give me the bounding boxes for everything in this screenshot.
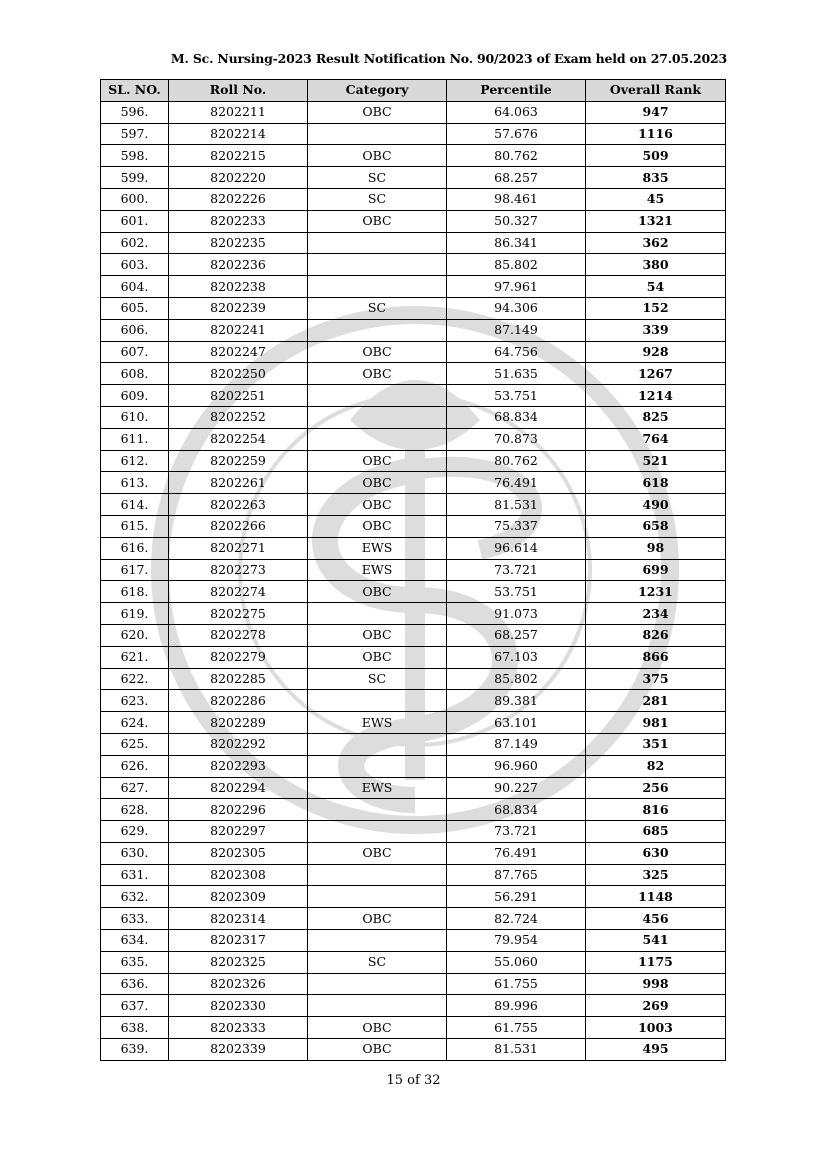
overall-rank-cell: 630 <box>586 842 726 864</box>
category-cell <box>308 603 447 625</box>
percentile-cell: 97.961 <box>447 276 586 298</box>
roll-no-cell: 8202236 <box>169 254 308 276</box>
table-row <box>101 624 726 646</box>
category-cell: OBC <box>308 581 447 603</box>
roll-no-cell: 8202266 <box>169 515 308 537</box>
column-header-roll-no: Roll No. <box>169 80 308 102</box>
percentile-cell: 76.491 <box>447 472 586 494</box>
sl-no-cell: 622. <box>101 668 169 690</box>
roll-no-cell: 8202251 <box>169 385 308 407</box>
category-cell: OBC <box>308 624 447 646</box>
category-cell <box>308 385 447 407</box>
sl-no-cell: 616. <box>101 537 169 559</box>
sl-no-cell: 621. <box>101 646 169 668</box>
document-header-title: M. Sc. Nursing-2023 Result Notification No. 90/2023 of Exam held on 27.05.2023 <box>170 51 727 66</box>
sl-no-cell: 627. <box>101 777 169 799</box>
table-row <box>101 842 726 864</box>
percentile-cell: 82.724 <box>447 908 586 930</box>
percentile-cell: 91.073 <box>447 603 586 625</box>
overall-rank-cell: 947 <box>586 101 726 123</box>
overall-rank-cell: 362 <box>586 232 726 254</box>
category-cell: SC <box>308 668 447 690</box>
percentile-cell: 85.802 <box>447 254 586 276</box>
sl-no-cell: 604. <box>101 276 169 298</box>
overall-rank-cell: 495 <box>586 1039 726 1061</box>
percentile-cell: 61.755 <box>447 973 586 995</box>
percentile-cell: 96.614 <box>447 537 586 559</box>
table-row <box>101 603 726 625</box>
roll-no-cell: 8202305 <box>169 842 308 864</box>
sl-no-cell: 614. <box>101 494 169 516</box>
table-row <box>101 777 726 799</box>
sl-no-cell: 638. <box>101 1017 169 1039</box>
percentile-cell: 51.635 <box>447 363 586 385</box>
category-cell: EWS <box>308 537 447 559</box>
table-row <box>101 908 726 930</box>
table-row <box>101 690 726 712</box>
percentile-cell: 57.676 <box>447 123 586 145</box>
category-cell <box>308 733 447 755</box>
table-row <box>101 1017 726 1039</box>
sl-no-cell: 629. <box>101 821 169 843</box>
percentile-cell: 70.873 <box>447 428 586 450</box>
overall-rank-cell: 764 <box>586 428 726 450</box>
table-row <box>101 123 726 145</box>
roll-no-cell: 8202238 <box>169 276 308 298</box>
overall-rank-cell: 1148 <box>586 886 726 908</box>
table-row <box>101 167 726 189</box>
table-row <box>101 101 726 123</box>
roll-no-cell: 8202271 <box>169 537 308 559</box>
sl-no-cell: 619. <box>101 603 169 625</box>
roll-no-cell: 8202278 <box>169 624 308 646</box>
table-row <box>101 472 726 494</box>
overall-rank-cell: 835 <box>586 167 726 189</box>
percentile-cell: 80.762 <box>447 450 586 472</box>
roll-no-cell: 8202274 <box>169 581 308 603</box>
category-cell <box>308 995 447 1017</box>
table-row <box>101 276 726 298</box>
sl-no-cell: 597. <box>101 123 169 145</box>
roll-no-cell: 8202326 <box>169 973 308 995</box>
column-header-category: Category <box>308 80 447 102</box>
sl-no-cell: 598. <box>101 145 169 167</box>
table-row <box>101 581 726 603</box>
category-cell: OBC <box>308 101 447 123</box>
category-cell: OBC <box>308 341 447 363</box>
category-cell: OBC <box>308 210 447 232</box>
roll-no-cell: 8202263 <box>169 494 308 516</box>
table-row <box>101 515 726 537</box>
roll-no-cell: 8202309 <box>169 886 308 908</box>
percentile-cell: 86.341 <box>447 232 586 254</box>
overall-rank-cell: 521 <box>586 450 726 472</box>
overall-rank-cell: 325 <box>586 864 726 886</box>
overall-rank-cell: 1003 <box>586 1017 726 1039</box>
roll-no-cell: 8202233 <box>169 210 308 232</box>
overall-rank-cell: 816 <box>586 799 726 821</box>
overall-rank-cell: 618 <box>586 472 726 494</box>
percentile-cell: 67.103 <box>447 646 586 668</box>
page-number: 15 of 32 <box>386 1073 441 1088</box>
table-row <box>101 930 726 952</box>
category-cell <box>308 821 447 843</box>
roll-no-cell: 8202333 <box>169 1017 308 1039</box>
percentile-cell: 53.751 <box>447 385 586 407</box>
category-cell <box>308 973 447 995</box>
category-cell: SC <box>308 951 447 973</box>
percentile-cell: 53.751 <box>447 581 586 603</box>
overall-rank-cell: 490 <box>586 494 726 516</box>
roll-no-cell: 8202261 <box>169 472 308 494</box>
overall-rank-cell: 54 <box>586 276 726 298</box>
percentile-cell: 73.721 <box>447 559 586 581</box>
overall-rank-cell: 82 <box>586 755 726 777</box>
sl-no-cell: 611. <box>101 428 169 450</box>
sl-no-cell: 639. <box>101 1039 169 1061</box>
overall-rank-cell: 375 <box>586 668 726 690</box>
table-row <box>101 755 726 777</box>
roll-no-cell: 8202214 <box>169 123 308 145</box>
table-row <box>101 799 726 821</box>
percentile-cell: 89.381 <box>447 690 586 712</box>
sl-no-cell: 613. <box>101 472 169 494</box>
sl-no-cell: 630. <box>101 842 169 864</box>
overall-rank-cell: 256 <box>586 777 726 799</box>
roll-no-cell: 8202339 <box>169 1039 308 1061</box>
percentile-cell: 68.257 <box>447 167 586 189</box>
percentile-cell: 85.802 <box>447 668 586 690</box>
roll-no-cell: 8202259 <box>169 450 308 472</box>
category-cell: EWS <box>308 559 447 581</box>
category-cell: OBC <box>308 472 447 494</box>
roll-no-cell: 8202292 <box>169 733 308 755</box>
table-header-row <box>101 80 726 102</box>
table-row <box>101 559 726 581</box>
percentile-cell: 63.101 <box>447 712 586 734</box>
sl-no-cell: 618. <box>101 581 169 603</box>
table-row <box>101 973 726 995</box>
percentile-cell: 87.765 <box>447 864 586 886</box>
sl-no-cell: 606. <box>101 319 169 341</box>
roll-no-cell: 8202220 <box>169 167 308 189</box>
category-cell <box>308 755 447 777</box>
percentile-cell: 68.834 <box>447 406 586 428</box>
overall-rank-cell: 1231 <box>586 581 726 603</box>
category-cell <box>308 428 447 450</box>
table-row <box>101 188 726 210</box>
category-cell: OBC <box>308 515 447 537</box>
table-row <box>101 385 726 407</box>
table-row <box>101 210 726 232</box>
sl-no-cell: 631. <box>101 864 169 886</box>
sl-no-cell: 608. <box>101 363 169 385</box>
sl-no-cell: 636. <box>101 973 169 995</box>
percentile-cell: 87.149 <box>447 733 586 755</box>
roll-no-cell: 8202239 <box>169 297 308 319</box>
roll-no-cell: 8202247 <box>169 341 308 363</box>
sl-no-cell: 596. <box>101 101 169 123</box>
category-cell: OBC <box>308 450 447 472</box>
percentile-cell: 96.960 <box>447 755 586 777</box>
table-row <box>101 886 726 908</box>
roll-no-cell: 8202308 <box>169 864 308 886</box>
sl-no-cell: 633. <box>101 908 169 930</box>
sl-no-cell: 637. <box>101 995 169 1017</box>
overall-rank-cell: 541 <box>586 930 726 952</box>
overall-rank-cell: 1321 <box>586 210 726 232</box>
percentile-cell: 73.721 <box>447 821 586 843</box>
percentile-cell: 64.756 <box>447 341 586 363</box>
category-cell <box>308 864 447 886</box>
roll-no-cell: 8202285 <box>169 668 308 690</box>
overall-rank-cell: 98 <box>586 537 726 559</box>
roll-no-cell: 8202211 <box>169 101 308 123</box>
percentile-cell: 75.337 <box>447 515 586 537</box>
percentile-cell: 80.762 <box>447 145 586 167</box>
percentile-cell: 50.327 <box>447 210 586 232</box>
percentile-cell: 90.227 <box>447 777 586 799</box>
sl-no-cell: 632. <box>101 886 169 908</box>
percentile-cell: 64.063 <box>447 101 586 123</box>
table-row <box>101 864 726 886</box>
roll-no-cell: 8202297 <box>169 821 308 843</box>
sl-no-cell: 615. <box>101 515 169 537</box>
category-cell <box>308 276 447 298</box>
table-row <box>101 995 726 1017</box>
table-row <box>101 537 726 559</box>
roll-no-cell: 8202325 <box>169 951 308 973</box>
category-cell <box>308 799 447 821</box>
table-row <box>101 712 726 734</box>
category-cell <box>308 930 447 952</box>
overall-rank-cell: 234 <box>586 603 726 625</box>
overall-rank-cell: 269 <box>586 995 726 1017</box>
sl-no-cell: 623. <box>101 690 169 712</box>
sl-no-cell: 603. <box>101 254 169 276</box>
table-row <box>101 406 726 428</box>
percentile-cell: 81.531 <box>447 1039 586 1061</box>
column-header-percentile: Percentile <box>447 80 586 102</box>
category-cell <box>308 886 447 908</box>
overall-rank-cell: 1175 <box>586 951 726 973</box>
overall-rank-cell: 699 <box>586 559 726 581</box>
percentile-cell: 98.461 <box>447 188 586 210</box>
table-row <box>101 951 726 973</box>
category-cell <box>308 406 447 428</box>
overall-rank-cell: 380 <box>586 254 726 276</box>
overall-rank-cell: 825 <box>586 406 726 428</box>
roll-no-cell: 8202296 <box>169 799 308 821</box>
category-cell: OBC <box>308 842 447 864</box>
results-table-body <box>101 101 726 1060</box>
overall-rank-cell: 509 <box>586 145 726 167</box>
overall-rank-cell: 928 <box>586 341 726 363</box>
category-cell: OBC <box>308 145 447 167</box>
roll-no-cell: 8202294 <box>169 777 308 799</box>
table-row <box>101 821 726 843</box>
sl-no-cell: 635. <box>101 951 169 973</box>
category-cell <box>308 319 447 341</box>
sl-no-cell: 605. <box>101 297 169 319</box>
percentile-cell: 61.755 <box>447 1017 586 1039</box>
overall-rank-cell: 685 <box>586 821 726 843</box>
roll-no-cell: 8202215 <box>169 145 308 167</box>
category-cell: EWS <box>308 712 447 734</box>
category-cell: SC <box>308 297 447 319</box>
overall-rank-cell: 1116 <box>586 123 726 145</box>
roll-no-cell: 8202273 <box>169 559 308 581</box>
roll-no-cell: 8202330 <box>169 995 308 1017</box>
roll-no-cell: 8202252 <box>169 406 308 428</box>
overall-rank-cell: 1267 <box>586 363 726 385</box>
category-cell: OBC <box>308 646 447 668</box>
overall-rank-cell: 826 <box>586 624 726 646</box>
sl-no-cell: 617. <box>101 559 169 581</box>
table-row <box>101 668 726 690</box>
roll-no-cell: 8202275 <box>169 603 308 625</box>
sl-no-cell: 601. <box>101 210 169 232</box>
percentile-cell: 94.306 <box>447 297 586 319</box>
roll-no-cell: 8202241 <box>169 319 308 341</box>
category-cell: OBC <box>308 908 447 930</box>
sl-no-cell: 626. <box>101 755 169 777</box>
percentile-cell: 55.060 <box>447 951 586 973</box>
roll-no-cell: 8202254 <box>169 428 308 450</box>
overall-rank-cell: 152 <box>586 297 726 319</box>
category-cell: OBC <box>308 494 447 516</box>
sl-no-cell: 612. <box>101 450 169 472</box>
overall-rank-cell: 45 <box>586 188 726 210</box>
table-row <box>101 319 726 341</box>
table-row <box>101 297 726 319</box>
table-row <box>101 450 726 472</box>
table-row <box>101 494 726 516</box>
category-cell <box>308 232 447 254</box>
table-row <box>101 733 726 755</box>
percentile-cell: 68.834 <box>447 799 586 821</box>
overall-rank-cell: 866 <box>586 646 726 668</box>
sl-no-cell: 599. <box>101 167 169 189</box>
roll-no-cell: 8202250 <box>169 363 308 385</box>
overall-rank-cell: 1214 <box>586 385 726 407</box>
roll-no-cell: 8202289 <box>169 712 308 734</box>
percentile-cell: 76.491 <box>447 842 586 864</box>
category-cell <box>308 690 447 712</box>
table-row <box>101 254 726 276</box>
roll-no-cell: 8202235 <box>169 232 308 254</box>
table-row <box>101 428 726 450</box>
percentile-cell: 89.996 <box>447 995 586 1017</box>
sl-no-cell: 610. <box>101 406 169 428</box>
overall-rank-cell: 658 <box>586 515 726 537</box>
percentile-cell: 56.291 <box>447 886 586 908</box>
percentile-cell: 79.954 <box>447 930 586 952</box>
table-row <box>101 363 726 385</box>
category-cell: SC <box>308 167 447 189</box>
table-row <box>101 145 726 167</box>
category-cell: OBC <box>308 1017 447 1039</box>
sl-no-cell: 602. <box>101 232 169 254</box>
percentile-cell: 87.149 <box>447 319 586 341</box>
table-row <box>101 646 726 668</box>
results-table <box>100 79 726 1061</box>
roll-no-cell: 8202226 <box>169 188 308 210</box>
roll-no-cell: 8202279 <box>169 646 308 668</box>
category-cell: EWS <box>308 777 447 799</box>
category-cell <box>308 254 447 276</box>
column-header-sl-no: SL. NO. <box>101 80 169 102</box>
category-cell: OBC <box>308 363 447 385</box>
sl-no-cell: 628. <box>101 799 169 821</box>
roll-no-cell: 8202317 <box>169 930 308 952</box>
column-header-overall-rank: Overall Rank <box>586 80 726 102</box>
sl-no-cell: 607. <box>101 341 169 363</box>
overall-rank-cell: 281 <box>586 690 726 712</box>
overall-rank-cell: 456 <box>586 908 726 930</box>
sl-no-cell: 634. <box>101 930 169 952</box>
sl-no-cell: 609. <box>101 385 169 407</box>
percentile-cell: 68.257 <box>447 624 586 646</box>
percentile-cell: 81.531 <box>447 494 586 516</box>
table-row <box>101 232 726 254</box>
roll-no-cell: 8202293 <box>169 755 308 777</box>
overall-rank-cell: 339 <box>586 319 726 341</box>
roll-no-cell: 8202314 <box>169 908 308 930</box>
sl-no-cell: 600. <box>101 188 169 210</box>
category-cell <box>308 123 447 145</box>
table-row <box>101 341 726 363</box>
roll-no-cell: 8202286 <box>169 690 308 712</box>
overall-rank-cell: 998 <box>586 973 726 995</box>
sl-no-cell: 624. <box>101 712 169 734</box>
sl-no-cell: 620. <box>101 624 169 646</box>
overall-rank-cell: 981 <box>586 712 726 734</box>
sl-no-cell: 625. <box>101 733 169 755</box>
table-row <box>101 1039 726 1061</box>
category-cell: SC <box>308 188 447 210</box>
category-cell: OBC <box>308 1039 447 1061</box>
overall-rank-cell: 351 <box>586 733 726 755</box>
